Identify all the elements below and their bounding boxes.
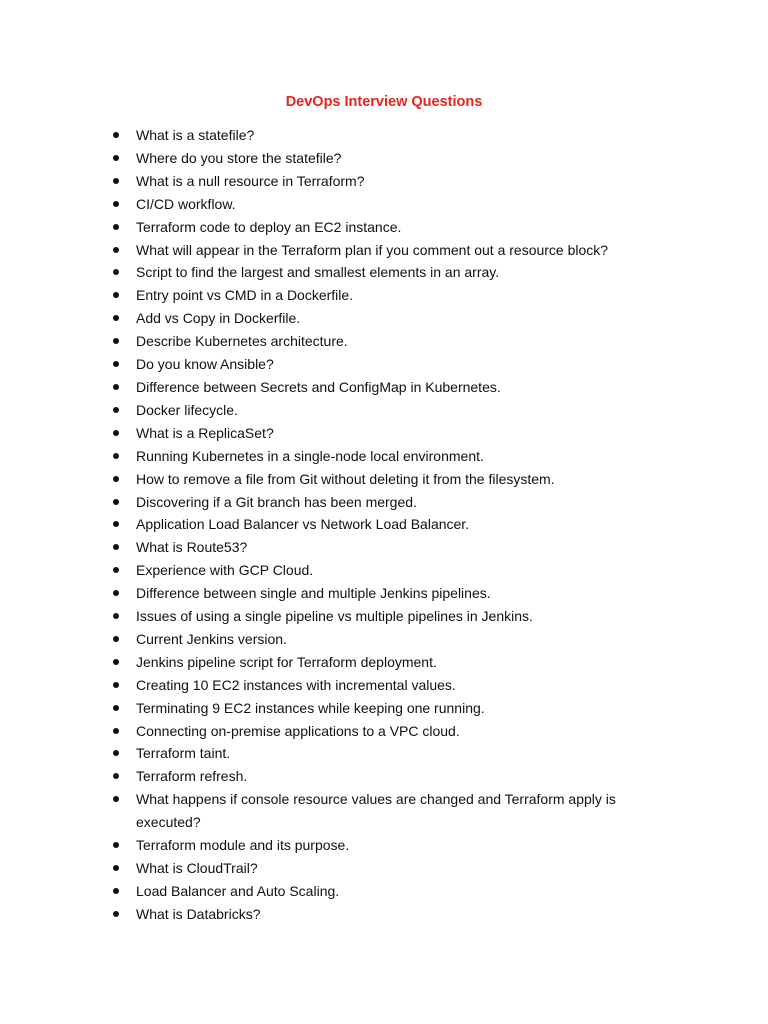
bullet-icon (113, 613, 119, 619)
question-text: Terraform taint. (136, 745, 231, 762)
question-text: Application Load Balancer vs Network Load Balancer. (136, 516, 470, 533)
bullet-icon (113, 407, 119, 413)
bullet-icon (113, 247, 119, 253)
bullet-icon (113, 842, 119, 848)
question-text: Where do you store the statefile? (136, 149, 342, 166)
list-item (0, 765, 768, 788)
question-text: What happens if console resource values are changed and Terraform apply is executed? (136, 791, 616, 831)
list-item (0, 284, 768, 307)
list-item (0, 651, 768, 674)
list-item (0, 445, 768, 468)
question-text: What will appear in the Terraform plan if you comment out a resource block? (136, 241, 609, 258)
question-list (0, 124, 768, 926)
question-text: Difference between Secrets and ConfigMap in Kubernetes. (136, 378, 501, 395)
list-item (0, 147, 768, 170)
bullet-icon (113, 132, 119, 138)
question-text: Difference between single and multiple Jenkins pipelines. (136, 585, 491, 602)
bullet-icon (113, 499, 119, 505)
list-item (0, 216, 768, 239)
list-item (0, 193, 768, 216)
question-text: What is a statefile? (136, 127, 255, 143)
question-text: Docker lifecycle. (136, 401, 238, 418)
question-text: Creating 10 EC2 instances with incremental values. (136, 676, 456, 693)
list-item (0, 330, 768, 353)
list-item (0, 422, 768, 445)
question-text: Do you know Ansible? (136, 356, 274, 373)
list-item (0, 674, 768, 697)
list-item (0, 742, 768, 765)
list-item (0, 834, 768, 857)
question-text: Jenkins pipeline script for Terraform deployment. (136, 653, 437, 670)
bullet-icon (113, 384, 119, 390)
list-item (0, 880, 768, 903)
question-text: Terminating 9 EC2 instances while keeping one running. (136, 699, 485, 716)
bullet-icon (113, 224, 119, 230)
question-text: What is a null resource in Terraform? (136, 172, 365, 189)
list-item (0, 170, 768, 193)
question-text: Script to find the largest and smallest elements in an array. (136, 264, 500, 281)
list-item (0, 468, 768, 491)
question-text: CI/CD workflow. (136, 195, 236, 212)
bullet-icon (113, 292, 119, 298)
question-text: Current Jenkins version. (136, 630, 287, 647)
bullet-icon (113, 865, 119, 871)
bullet-icon (113, 544, 119, 550)
question-text: Entry point vs CMD in a Dockerfile. (136, 287, 354, 304)
bullet-icon (113, 430, 119, 436)
bullet-icon (113, 659, 119, 665)
list-item (0, 903, 768, 926)
bullet-icon (113, 773, 119, 779)
list-item (0, 513, 768, 536)
question-text: Experience with GCP Cloud. (136, 562, 314, 579)
bullet-icon (113, 888, 119, 894)
question-text: Add vs Copy in Dockerfile. (136, 310, 301, 327)
bullet-icon (113, 728, 119, 734)
list-item (0, 353, 768, 376)
bullet-icon (113, 201, 119, 207)
list-item (0, 720, 768, 743)
list-item (0, 376, 768, 399)
bullet-icon (113, 750, 119, 756)
list-item (0, 491, 768, 514)
list-item (0, 239, 768, 262)
question-text: Connecting on-premise applications to a VPC cloud. (136, 722, 460, 739)
bullet-icon (113, 338, 119, 344)
question-text: Load Balancer and Auto Scaling. (136, 882, 340, 899)
question-text: Running Kubernetes in a single-node local environment. (136, 447, 484, 464)
bullet-icon (113, 155, 119, 161)
question-text: Discovering if a Git branch has been merged. (136, 493, 417, 510)
list-item (0, 628, 768, 651)
list-item (0, 559, 768, 582)
list-item (0, 857, 768, 880)
question-text: How to remove a file from Git without deleting it from the filesystem. (136, 470, 555, 487)
question-text: Issues of using a single pipeline vs multiple pipelines in Jenkins. (136, 608, 533, 625)
list-item (0, 124, 768, 147)
question-text: Terraform code to deploy an EC2 instance. (136, 218, 402, 235)
bullet-icon (113, 178, 119, 184)
list-item (0, 697, 768, 720)
question-text: What is Databricks? (136, 905, 261, 922)
question-text: Terraform module and its purpose. (136, 837, 350, 854)
question-text: What is a ReplicaSet? (136, 424, 274, 441)
bullet-icon (113, 636, 119, 642)
bullet-icon (113, 476, 119, 482)
bullet-icon (113, 361, 119, 367)
question-text: What is CloudTrail? (136, 860, 258, 876)
list-item (0, 605, 768, 628)
list-item (0, 261, 768, 284)
bullet-icon (113, 521, 119, 527)
question-text: Describe Kubernetes architecture. (136, 333, 348, 350)
document-title: DevOps Interview Questions (285, 94, 483, 110)
question-text: Terraform refresh. (136, 768, 248, 785)
bullet-icon (113, 911, 119, 917)
bullet-icon (113, 453, 119, 459)
list-item (0, 582, 768, 605)
bullet-icon (113, 590, 119, 596)
list-item (0, 788, 768, 834)
bullet-icon (113, 567, 119, 573)
question-text: What is Route53? (136, 539, 248, 556)
bullet-icon (113, 705, 119, 711)
bullet-icon (113, 269, 119, 275)
list-item (0, 399, 768, 422)
list-item (0, 307, 768, 330)
list-item (0, 536, 768, 559)
bullet-icon (113, 682, 119, 688)
bullet-icon (113, 796, 119, 802)
bullet-icon (113, 315, 119, 321)
